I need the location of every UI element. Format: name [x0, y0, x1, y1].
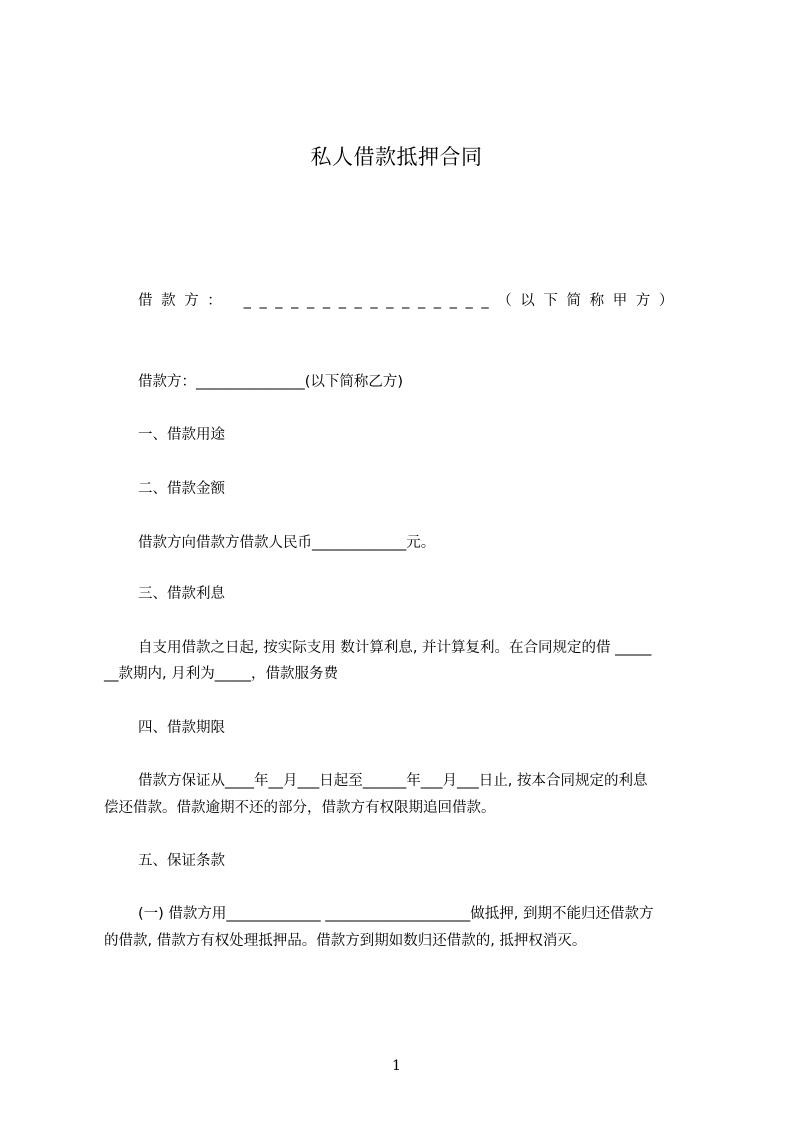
section-heading-purpose: 一、借款用途: [138, 427, 225, 443]
section-heading-term: 四、借款期限: [138, 720, 225, 736]
borrower-line: 借款方：_______________(以下简称乙方): [138, 374, 404, 390]
interest-paragraph-line-2: __款期内, 月利为_____，借款服务费: [104, 666, 338, 682]
section-heading-guarantee: 五、保证条款: [138, 853, 225, 869]
guarantee-paragraph-line-1: (一) 借款方用_____________ ____________________做抵押, 到期不能归还借款方: [138, 906, 654, 922]
page-number: 1: [392, 1058, 401, 1074]
amount-paragraph: 借款方向借款方借款人民币_____________元。: [138, 535, 436, 551]
section-heading-interest: 三、借款利息: [138, 586, 225, 602]
section-heading-amount: 二、借款金额: [138, 481, 225, 497]
lender-line: 借款方： ________________（以下简称甲方）: [138, 293, 683, 309]
document-title: 私人借款抵押合同: [310, 145, 483, 169]
term-paragraph-line-1: 借款方保证从____年__月___日起至______年___月___日止, 按本合同规定的利息: [138, 773, 648, 789]
guarantee-paragraph-line-2: 的借款, 借款方有权处理抵押品。借款方到期如数归还借款的, 抵押权消灭。: [104, 933, 587, 949]
term-paragraph-line-2: 偿还借款。借款逾期不还的部分，借款方有权限期追回借款。: [104, 800, 496, 816]
interest-paragraph-line-1: 自支用借款之日起, 按实际支用 数计算利息, 并计算复利。在合同规定的借 _____: [138, 640, 652, 656]
